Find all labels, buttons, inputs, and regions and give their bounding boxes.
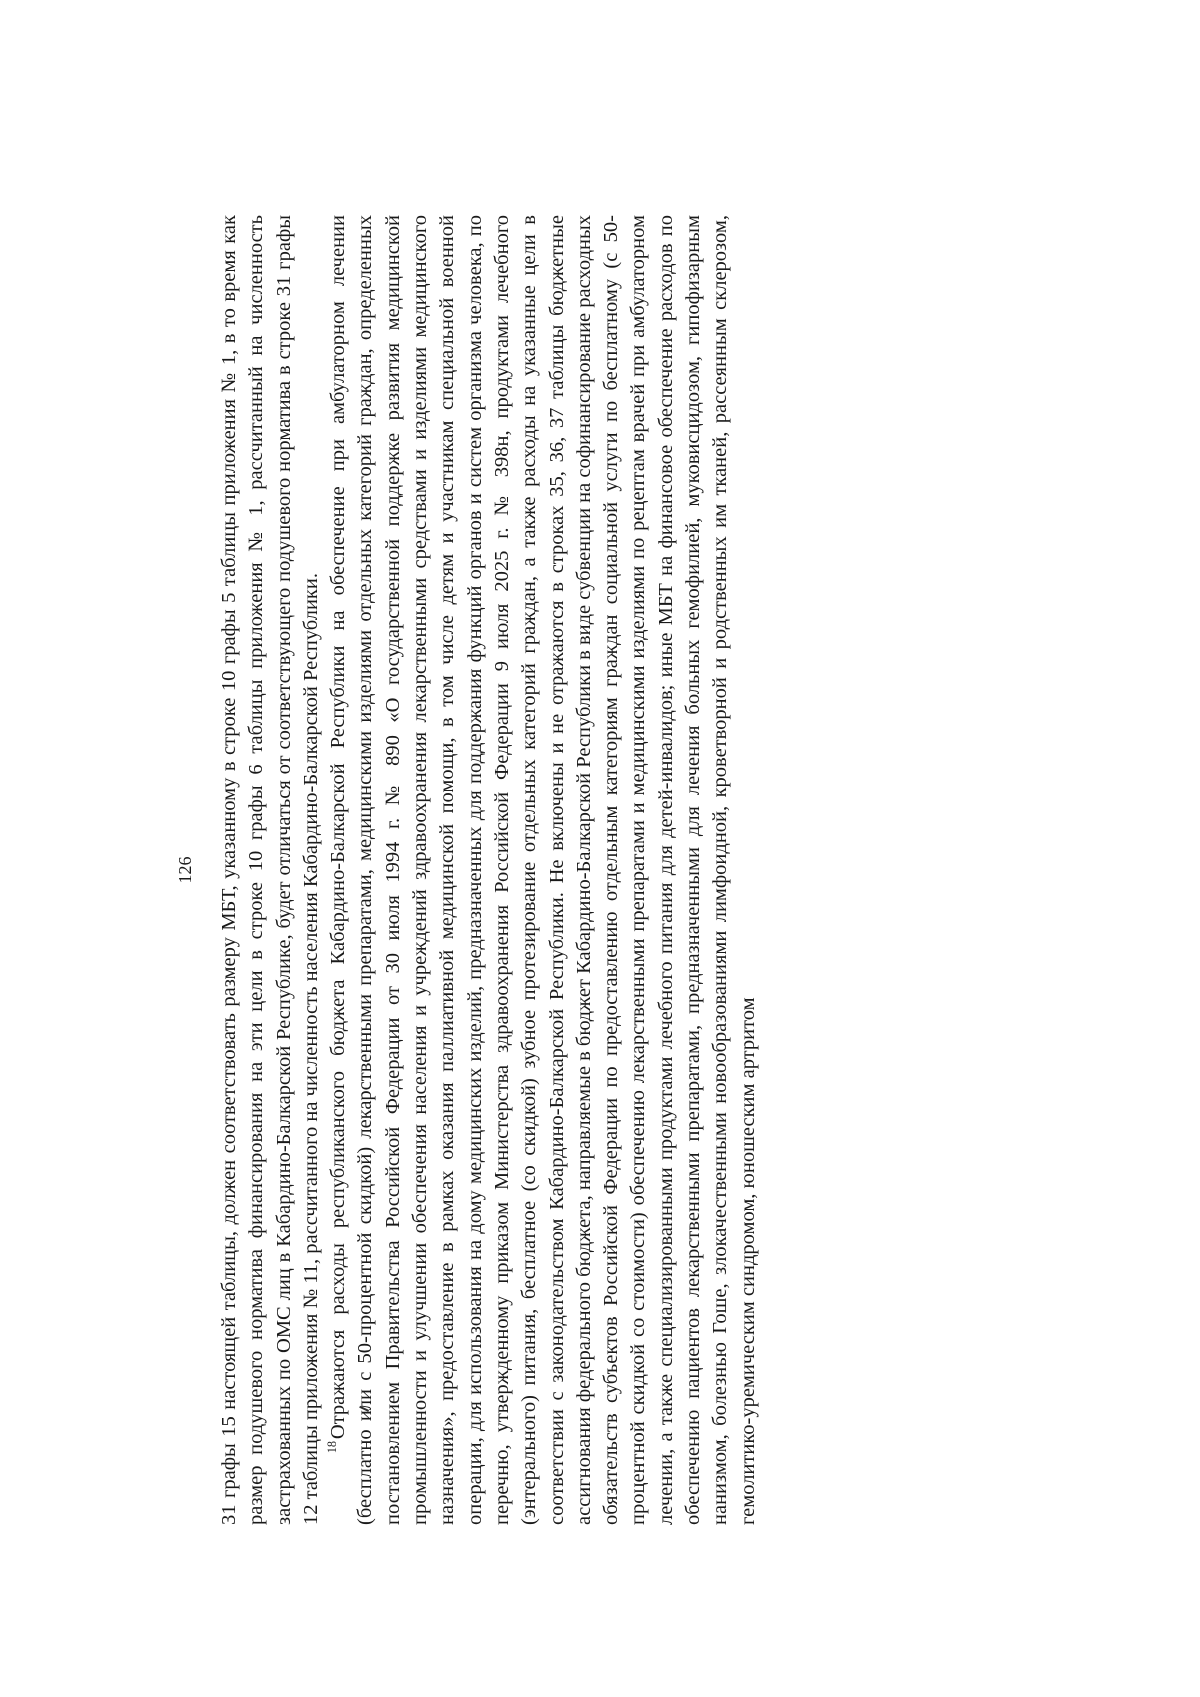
footnote-marker: 18 (325, 1440, 340, 1454)
rotated-page (175, 215, 1025, 1525)
footnote-text: Отражаются расходы республиканского бюджета Кабардино-Балкарской Республики на обеспечение при амбулаторном лечении (бесплатно или с 50-процентной скидкой) лекарственными препаратами, медицинскими изделиями отдельных категорий граждан, определенных постановлением Правительства Российской Федерации от 30 июля 1994 г. № 890 «О государственной поддержке развития медицинской промышленности и улучшении обеспечения населения и учреждений здравоохранения лекарственными средствами и изделиями медицинского назначения», предоставление в рамках оказания паллиативной медицинской помощи, в том числе детям и участникам специальной военной операции, для использования на дому медицинских изделий, предназначенных для поддержания функций органов и систем организма человека, по перечню, утвержденному приказом Министерства здравоохранения Российской Федерации 9 июля 2025 г. № 398н, продуктами лечебного (энтерального) питания, бесплатное (со скидкой) зубное протезирование отдельных категорий граждан, а также расходы на указанные цели в соответствии с законодательством Кабардино-Балкарской Республики. Не включены и не отражаются в строках 35, 36, 37 таблицы бюджетные ассигнования федерального бюджета, направляемые в бюджет Кабардино-Балкарской Республики в виде субвенции на софинансирование расходных обязательств субъектов Российской Федерации по предоставлению отдельным категориям граждан социальной услуги по бесплатному (с 50-процентной скидкой со стоимости) обеспечению лекарственными препаратами и медицинскими изделиями по рецептам врачей при амбулаторном лечении, а также специализированными продуктами лечебного питания для детей-инвалидов; иные МБТ на финансовое обеспечение расходов по обеспечению пациентов лекарственными препаратами, предназначенными для лечения больных гемофилией, муковисцидозом, гипофизарным нанизмом, болезнью Гоше, злокачественными новообразованиями лимфоидной, кроветворной и родственных им тканей, рассеянным склерозом, гемолитико-уремическим синдромом, юношеским артритом (327, 215, 759, 1525)
page-number: 126 (175, 856, 195, 884)
footnote-18 (325, 215, 762, 1525)
document-body (216, 215, 762, 1525)
paragraph-continuation: 31 графы 15 настоящей таблицы, должен соответствовать размеру МБТ, указанному в строке 10 графы 5 таблицы приложения № 1, в то время как размер подушевого норматива финансирования на эти цели в строке 10 графы 6 таблицы приложения № 1, рассчитанный на численность застрахованных по ОМС лиц в Кабардино-Балкарской Республике, будет отличаться от соответствующего подушевого норматива в строке 31 графы 12 таблицы приложения № 11, рассчитанного на численность населения Кабардино-Балкарской Республики. (218, 215, 322, 1525)
